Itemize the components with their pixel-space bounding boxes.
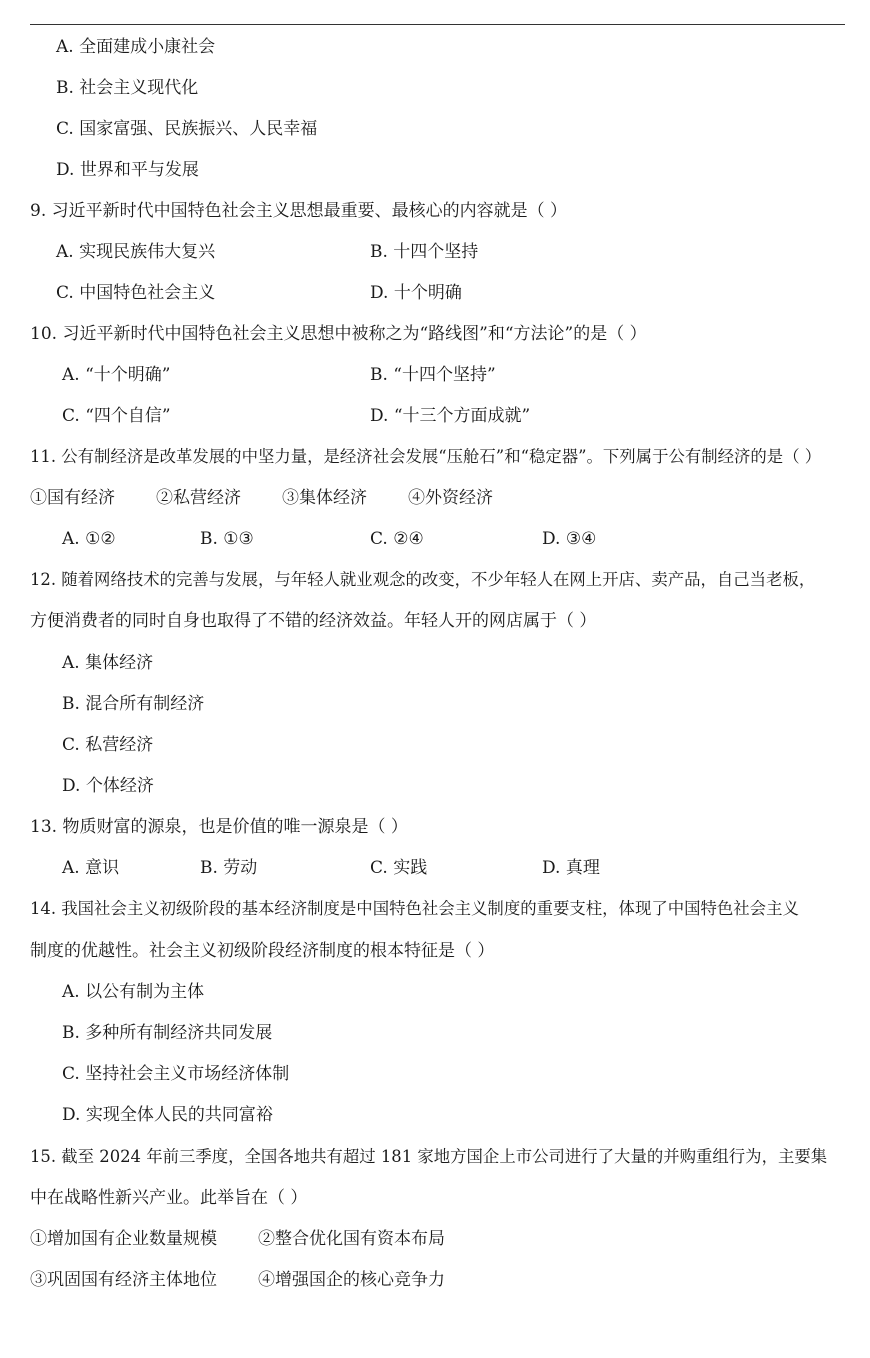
- q15-item-2: ②整合优化国有资本布局: [258, 1229, 445, 1249]
- q14-stem-line2: 制度的优越性。社会主义初级阶段经济制度的根本特征是（ ）: [30, 941, 495, 961]
- q11-option-c: C. ②④: [370, 529, 424, 549]
- q8-option-d: D. 世界和平与发展: [56, 160, 199, 180]
- q12-option-c: C. 私营经济: [62, 735, 154, 755]
- q9-option-b: B. 十四个坚持: [370, 242, 479, 262]
- q12-option-a: A. 集体经济: [62, 653, 154, 673]
- q15-item-3: ③巩固国有经济主体地位: [30, 1270, 217, 1290]
- q15-stem-line1: 15. 截至 2024 年前三季度，全国各地共有超过 181 家地方国企上市公司进行了大量的并购重组行为，主要集: [30, 1147, 828, 1166]
- q14-stem-line1: 14. 我国社会主义初级阶段的基本经济制度是中国特色社会主义制度的重要支柱，体现了中国特色社会主义: [30, 899, 799, 918]
- q14-option-b: B. 多种所有制经济共同发展: [62, 1023, 273, 1043]
- q11-stem: 11. 公有制经济是改革发展的中坚力量，是经济社会发展“压舱石”和“稳定器”。下列属于公有制经济的是（ ）: [30, 447, 822, 466]
- q10-option-c: C. “四个自信”: [62, 406, 171, 426]
- header-rule: [30, 24, 845, 25]
- q14-option-c: C. 坚持社会主义市场经济体制: [62, 1064, 290, 1084]
- q10-stem: 10. 习近平新时代中国特色社会主义思想中被称之为“路线图”和“方法论”的是（ ）: [30, 324, 647, 344]
- q12-stem-line2: 方便消费者的同时自身也取得了不错的经济效益。年轻人开的网店属于（ ）: [30, 611, 597, 631]
- q12-option-b: B. 混合所有制经济: [62, 694, 205, 714]
- q11-item-2: ②私营经济: [156, 488, 241, 508]
- q11-option-a: A. ①②: [62, 529, 116, 549]
- q15-item-4: ④增强国企的核心竞争力: [258, 1270, 445, 1290]
- q14-option-d: D. 实现全体人民的共同富裕: [62, 1105, 273, 1125]
- q8-option-b: B. 社会主义现代化: [56, 78, 199, 98]
- q15-stem-line2: 中在战略性新兴产业。此举旨在（ ）: [30, 1188, 308, 1208]
- q12-stem-line1: 12. 随着网络技术的完善与发展，与年轻人就业观念的改变，不少年轻人在网上开店、卖产品，自己当老板，: [30, 570, 816, 589]
- q10-option-a: A. “十个明确”: [62, 365, 171, 385]
- q11-option-d: D. ③④: [542, 529, 597, 549]
- q11-item-4: ④外资经济: [408, 488, 493, 508]
- q10-option-d: D. “十三个方面成就”: [370, 406, 531, 426]
- q9-stem: 9. 习近平新时代中国特色社会主义思想最重要、最核心的内容就是（ ）: [30, 201, 568, 221]
- q8-option-a: A. 全面建成小康社会: [56, 37, 216, 57]
- q13-option-c: C. 实践: [370, 858, 428, 878]
- q9-option-d: D. 十个明确: [370, 283, 462, 303]
- q13-option-d: D. 真理: [542, 858, 600, 878]
- q10-option-b: B. “十四个坚持”: [370, 365, 496, 385]
- q11-item-3: ③集体经济: [282, 488, 367, 508]
- q9-option-c: C. 中国特色社会主义: [56, 283, 216, 303]
- q15-item-1: ①增加国有企业数量规模: [30, 1229, 217, 1249]
- q11-item-1: ①国有经济: [30, 488, 115, 508]
- q12-option-d: D. 个体经济: [62, 776, 154, 796]
- q14-option-a: A. 以公有制为主体: [62, 982, 205, 1002]
- q13-stem: 13. 物质财富的源泉，也是价值的唯一源泉是（ ）: [30, 817, 408, 837]
- q11-option-b: B. ①③: [200, 529, 254, 549]
- q8-option-c: C. 国家富强、民族振兴、人民幸福: [56, 119, 318, 139]
- q13-option-a: A. 意识: [62, 858, 120, 878]
- q13-option-b: B. 劳动: [200, 858, 258, 878]
- q9-option-a: A. 实现民族伟大复兴: [56, 242, 216, 262]
